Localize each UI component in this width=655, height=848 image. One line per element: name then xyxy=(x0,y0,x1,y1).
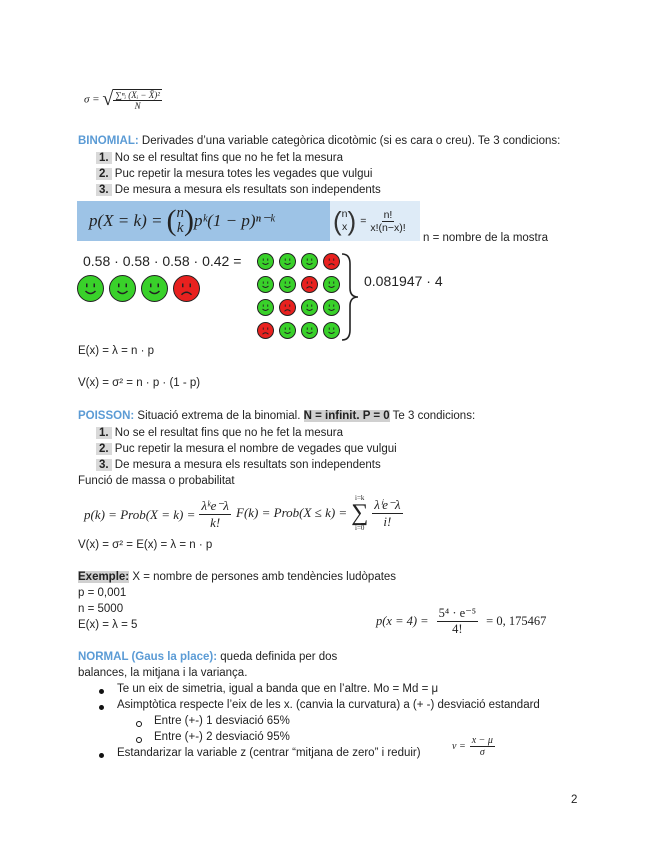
binomial-condition-2: 2. Puc repetir la mesura totes les vegades que vulgui xyxy=(96,168,372,180)
binomial-formula-lhs: p(X = k) = xyxy=(89,211,163,230)
combination-box: ( n x ) = $\frac{n!}{x!(n-x)!}$ xyxy=(330,201,420,241)
bullet-dot xyxy=(99,705,104,710)
example-label: Exemple: xyxy=(78,571,130,583)
probability-product: 0.58 · 0.58 · 0.58 · 0.42 = xyxy=(83,253,242,269)
happy-face-icon xyxy=(257,276,274,293)
normal-intro: NORMAL (Gaus la place): queda definida per dos xyxy=(78,651,338,663)
happy-face-icon xyxy=(279,322,296,339)
poisson-intro: POISSON: Situació extrema de la binomial. N = infinit. P = 0 Te 3 condicions: xyxy=(78,410,476,422)
binomial-condition-3: 3. De mesura a mesura els resultats son independents xyxy=(96,184,381,196)
example-n: n = 5000 xyxy=(78,603,124,615)
curly-brace xyxy=(338,252,362,342)
sub-bullet-circle xyxy=(136,721,142,727)
mass-function-label: Funció de massa o probabilitat xyxy=(78,475,235,487)
binomial-intro-text: Derivades d’una variable categòrica dicotòmic (si es cara o creu). Te 3 condicions: xyxy=(138,135,561,147)
happy-face-icon xyxy=(109,275,136,302)
normal-sub-1: Entre (+-) 1 desviació 65% xyxy=(154,715,290,727)
normal-bullet-1: Te un eix de simetria, igual a banda que en l’altre. Mo = Md = μ xyxy=(117,683,439,695)
combination-binom: n x xyxy=(341,208,348,233)
poisson-pmf: p(k) = Prob(X = k) = $\frac{\text{λᵏe⁻λ}}{k!}$ xyxy=(84,498,229,530)
example-line: Exemple: X = nombre de persones amb tendències ludòpates xyxy=(78,571,397,583)
happy-face-icon xyxy=(257,299,274,316)
happy-face-icon xyxy=(279,253,296,270)
happy-face-icon xyxy=(77,275,104,302)
poisson-highlight: N = infinit. P = 0 xyxy=(303,410,390,422)
n-note: n = nombre de la mostra xyxy=(423,232,548,244)
sqrt-sign: √ xyxy=(102,88,114,110)
z-formula: ν = $\frac{x - \mu}{\sigma}$ xyxy=(452,735,493,758)
binomial-heading: BINOMIAL: xyxy=(78,135,139,147)
sad-face-icon xyxy=(173,275,200,302)
happy-face-icon xyxy=(141,275,168,302)
happy-face-icon xyxy=(279,276,296,293)
normal-sub-2: Entre (+-) 2 desviació 95% xyxy=(154,731,290,743)
sad-face-icon xyxy=(279,299,296,316)
sub-bullet-circle xyxy=(136,737,142,743)
happy-face-icon xyxy=(301,299,318,316)
example-e: E(x) = λ = 5 xyxy=(78,619,138,631)
bullet-dot xyxy=(99,689,104,694)
sigma-num: ∑ⁿᵢ (Xᵢ − X̄)² xyxy=(115,89,160,100)
binomial-result: 0.081947 · 4 xyxy=(364,273,443,289)
binomial-coefficient: n k xyxy=(176,205,184,236)
example-p: p = 0,001 xyxy=(78,587,127,599)
normal-bullet-2: Asimptòtica respecte l’eix de les x. (canvia la curvatura) a (+ -) desviació estandard xyxy=(117,699,540,711)
binomial-intro xyxy=(78,135,560,147)
page-number: 2 xyxy=(571,794,578,806)
happy-face-icon xyxy=(301,322,318,339)
sum-symbol: i=k ∑ i=0 xyxy=(351,494,369,532)
normal-intro-line2: balances, la mitjana i la variança. xyxy=(78,667,248,679)
sigma-formula xyxy=(84,88,162,111)
poisson-condition-1: 1. No se el resultat fins que no he fet la mesura xyxy=(96,427,343,439)
combination-fraction: $\frac{n!}{x!(n-x)!}$ xyxy=(370,208,406,234)
poisson-variance: V(x) = σ² = E(x) = λ = n · p xyxy=(78,539,213,551)
binomial-formula-rest: pᵏ(1 − p)ⁿ⁻ᵏ xyxy=(193,211,275,230)
binomial-condition-1: 1. No se el resultat fins que no he fet la mesura xyxy=(96,152,343,164)
happy-face-icon xyxy=(301,253,318,270)
sigma-lhs: σ = xyxy=(84,93,100,106)
binomial-variance: V(x) = σ² = n · p · (1 - p) xyxy=(78,377,201,389)
binomial-expectation: E(x) = λ = n · p xyxy=(78,345,155,357)
example-formula: p(x = 4) = $\frac{\text{5⁴ · e⁻⁵}}{4!}$ = 0, 175467 xyxy=(376,606,547,636)
normal-bullet-3: Estandarizar la variable z (centrar “mitjana de zero” i reduir) xyxy=(117,747,421,759)
sad-face-icon xyxy=(257,322,274,339)
poisson-cdf: F(k) = Prob(X ≤ k) = i=k ∑ i=0 $\frac{\text{λⁱe⁻λ}}{i!}$ xyxy=(236,494,401,532)
poisson-condition-2: 2. Puc repetir la mesura el nombre de vegades que vulgui xyxy=(96,443,397,455)
normal-heading: NORMAL (Gaus la place): xyxy=(78,651,218,663)
binomial-formula-box: p(X = k) = ( n k ) pᵏ(1 − p)ⁿ⁻ᵏ xyxy=(77,201,330,241)
bullet-dot xyxy=(99,753,104,758)
poisson-heading: POISSON: xyxy=(78,410,135,422)
poisson-condition-3: 3. De mesura a mesura els resultats son independents xyxy=(96,459,381,471)
sigma-den: N xyxy=(134,100,141,111)
happy-face-icon xyxy=(257,253,274,270)
sigma-fraction xyxy=(113,89,162,111)
sad-face-icon xyxy=(301,276,318,293)
